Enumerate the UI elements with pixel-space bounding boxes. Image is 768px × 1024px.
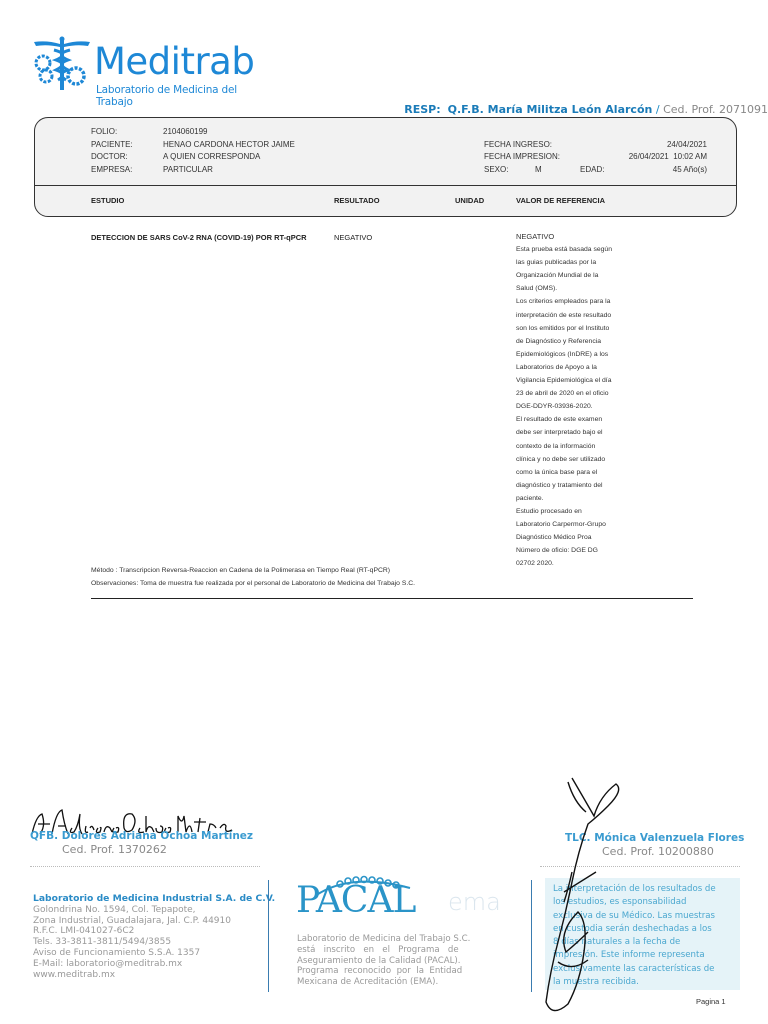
ref-line: Salud (OMS). <box>516 285 558 293</box>
ref-line: contexto de la información <box>516 442 596 450</box>
pacal-line: Laboratorio de Medicina del Trabajo S.C. <box>297 934 471 944</box>
header-unidad: UNIDAD <box>455 196 485 205</box>
edad-value: 45 Año(s) <box>672 164 707 174</box>
pacal-statement <box>297 934 505 988</box>
ref-line: 23 de abril de 2020 en el oficio <box>516 390 609 398</box>
reference-value-block <box>516 230 636 570</box>
signature-line-left <box>30 866 260 867</box>
disclaimer-line: La interpretación de los resultados de <box>553 884 716 894</box>
ref-line: interpretación de este resultado <box>516 311 612 319</box>
ref-line: Epidemiológicos (InDRE) a los <box>516 350 609 358</box>
ref-line: clínica y no debe ser utilizado <box>516 455 606 463</box>
ref-line: diagnóstico y tratamiento del <box>516 481 603 489</box>
signature-line-right <box>540 866 740 867</box>
meditrab-logo <box>32 36 272 108</box>
sexo-value: M <box>535 164 542 174</box>
disclaimer-line: impresión. Este informe representa <box>553 950 705 961</box>
paciente-label: PACIENTE: <box>91 139 133 149</box>
ref-line: Organización Mundial de la <box>516 272 599 280</box>
aviso-line: Aviso de Funcionamiento S.S.A. 1357 <box>33 947 201 958</box>
observaciones-text: Observaciones: Toma de muestra fue realizada por el personal de Laboratorio de Medicina del Trabajo S.C. <box>91 580 416 587</box>
company-name: Laboratorio de Medicina Industrial S.A. de C.V. <box>33 893 276 904</box>
header-divider <box>35 185 736 186</box>
disclaimer-line: exclusiva de su Médico. Las muestras <box>553 910 716 921</box>
ref-line: Esta prueba está basada según <box>516 246 612 254</box>
company-address <box>33 894 275 980</box>
empresa-value: PARTICULAR <box>163 164 213 174</box>
address-line: Zona Industrial, Guadalajara, Jal. C.P. 44910 <box>33 915 231 926</box>
ref-line: NEGATIVO <box>516 232 555 241</box>
disclaimer-line: la muestra recibida. <box>553 977 639 988</box>
ref-line: Laboratorio Carpermor-Grupo <box>516 521 606 529</box>
metodo-text: Método : Transcripcion Reversa-Reaccion en Cadena de la Polimerasa en Tiempo Real (RT-qPCR) <box>91 567 391 574</box>
address-line: Golondrina No. 1594, Col. Tepapote, <box>33 904 196 915</box>
header-estudio: ESTUDIO <box>91 196 125 205</box>
disclaimer-line: en custodia serán deshechadas a los <box>553 923 712 934</box>
brand-subtitle: Laboratorio de Medicina del Trabajo <box>96 84 237 108</box>
resp-name: Q.F.B. María Militza León Alarcón <box>447 103 653 116</box>
ref-line: como la única base para el <box>516 468 598 476</box>
resp-separator: / <box>655 103 660 116</box>
signer-left-name: QFB. Dolores Adriana Ochoa Martínez <box>30 830 254 842</box>
rfc-line: R.F.C. LMI-041027-6C2 <box>33 926 135 937</box>
ema-logo: ema <box>448 888 501 916</box>
folio-label: FOLIO: <box>91 127 118 136</box>
disclaimer-box <box>545 878 740 990</box>
page-number: Pagina 1 <box>696 997 726 1006</box>
pacal-line: Programa reconocido por la Entidad <box>297 966 463 977</box>
ref-line: Diagnóstico Médico Proa <box>516 534 592 542</box>
fecha-ingreso-value: 24/04/2021 <box>666 139 707 149</box>
resultado-value: NEGATIVO <box>334 233 373 242</box>
ref-line: paciente. <box>516 494 544 502</box>
paciente-value: HENAO CARDONA HECTOR JAIME <box>163 139 295 149</box>
pacal-line: está inscrito en el Programa de <box>297 944 459 955</box>
ref-line: 02702 2020. <box>516 560 554 568</box>
estudio-name: DETECCION DE SARS CoV-2 RNA (COVID-19) POR RT-qPCR <box>91 233 307 242</box>
ref-line: Número de oficio: DGE DG <box>516 547 598 555</box>
doctor-value: A QUIEN CORRESPONDA <box>163 152 261 161</box>
edad-label: EDAD: <box>580 164 605 174</box>
fecha-ingreso-label: FECHA INGRESO: <box>484 139 553 149</box>
ref-line: Laboratorios de Apoyo a la <box>516 363 597 371</box>
section-divider <box>91 598 693 599</box>
resp-cedula: Ced. Prof. 2071091 <box>663 103 768 116</box>
ref-line: son los emitidos por el Instituto <box>516 324 610 332</box>
fecha-impresion-value: 26/04/2021 10:02 AM <box>628 152 707 161</box>
folio-value: 2104060199 <box>163 127 208 136</box>
disclaimer-line: exclusivamente las características de <box>553 963 715 974</box>
disclaimer-line: los estudios, es esponsabilidad <box>553 897 687 908</box>
ref-line: Estudio procesado en <box>516 507 582 515</box>
signer-right-name: TLC. Mónica Valenzuela Flores <box>565 832 745 844</box>
signer-left-cedula: Ced. Prof. 1370262 <box>62 843 167 856</box>
responsible-line <box>404 103 768 116</box>
ref-line: de Diagnóstico y Referencia <box>516 337 602 345</box>
email-link[interactable]: E-Mail: laboratorio@meditrab.mx <box>33 958 183 969</box>
ref-line: debe ser interpretado bajo el <box>516 429 603 437</box>
resp-label: RESP: <box>404 103 441 116</box>
pacal-line: Mexicana de Acreditación (EMA). <box>297 977 439 988</box>
ref-line: DGE-DDYR-03936-2020. <box>516 403 593 411</box>
website-link[interactable]: www.meditrab.mx <box>33 969 116 980</box>
brand-name: Meditrab <box>94 40 255 83</box>
caduceus-gear-icon <box>32 36 92 92</box>
ref-line: Los criterios empleados para la <box>516 298 611 306</box>
ref-line: las guias publicadas por la <box>516 259 597 267</box>
doctor-label: DOCTOR: <box>91 152 128 161</box>
footer-divider-1 <box>268 880 269 992</box>
patient-header-box <box>34 117 737 217</box>
ref-line: El resultado de este examen <box>516 416 603 424</box>
pacal-logo: PACAL <box>296 880 416 921</box>
signer-right-cedula: Ced. Prof. 10200880 <box>602 845 714 858</box>
header-resultado: RESULTADO <box>334 196 380 205</box>
phones-line: Tels. 33-3811-3811/5494/3855 <box>33 937 172 948</box>
disclaimer-line: 8 días naturales a la fecha de <box>553 937 681 948</box>
pacal-line: Aseguramiento de la Calidad (PACAL). <box>297 955 461 966</box>
sexo-label: SEXO: <box>484 164 509 174</box>
ref-line: Vigilancia Epidemiológica el día <box>516 377 612 385</box>
header-valor-referencia: VALOR DE REFERENCIA <box>516 196 606 205</box>
empresa-label: EMPRESA: <box>91 164 133 174</box>
footer-divider-2 <box>531 880 532 992</box>
fecha-impresion-label: FECHA IMPRESION: <box>484 152 561 161</box>
